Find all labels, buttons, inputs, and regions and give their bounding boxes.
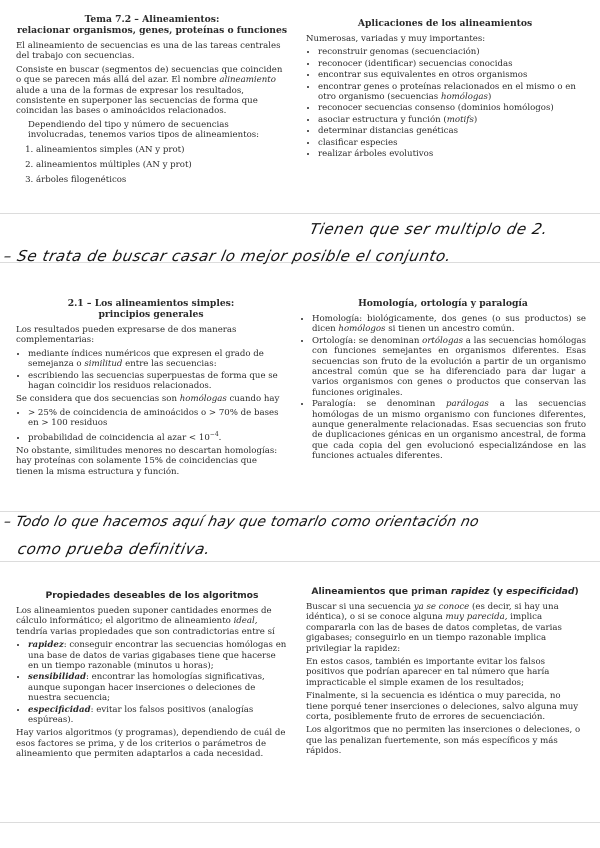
title-line-1: 2.1 – Los alineamientos simples: bbox=[67, 298, 235, 309]
paragraph: Dependiendo del tipo y número de secuencias involucradas, tenemos varios tipos de alineamientos: bbox=[28, 119, 260, 141]
paragraph: Hay varios algoritmos (y programas), dependiendo de cuál de esos factores se prima, y de los criterios o parámetros de alineamiento que permiten adaptarlos a cada necesidad. bbox=[16, 728, 286, 760]
slide-propiedades bbox=[16, 590, 288, 763]
page-rule bbox=[0, 511, 600, 512]
slide-homologia bbox=[300, 298, 586, 465]
result-forms-list bbox=[16, 349, 286, 392]
slide-title: Alineamientos que priman rapidez (y especificidad) bbox=[311, 586, 579, 597]
list-item: • asociar estructura y función (motifs) bbox=[318, 115, 584, 125]
paragraph: Los resultados pueden expresarse de dos maneras complementarias: bbox=[16, 325, 237, 346]
paragraph: No obstante, similitudes menores no descartan homologías: hay proteínas con solamente 15% de coincidencias que tienen la misma estructura y función. bbox=[16, 445, 278, 477]
paragraph: En estos casos, también es importante evitar los falsos positivos que podrían aparecer en tal número que haría impracticable el simple examen de los resultados; bbox=[306, 657, 550, 688]
slide-tema-7-2 bbox=[16, 14, 288, 191]
list-item: • mediante índices numéricos que expresen el grado de semejanza o similitud entre las secuencias: bbox=[28, 349, 286, 370]
paragraph: Finalmente, si la secuencia es idéntica o muy parecida, no tiene porqué tener inserciones o deleciones, salvo alguna muy corta, posiblemente fruto de errores de secuenciación. bbox=[306, 691, 579, 723]
paragraph: Los algoritmos que no permiten las inserciones o deleciones, o que las penalizan fuertemente, son más específicos y más rápidos. bbox=[306, 725, 581, 757]
list-item: 3. árboles filogenéticos bbox=[36, 175, 288, 185]
list-item: • realizar árboles evolutivos bbox=[318, 149, 584, 159]
list-item: • Paralogía: se denominan parálogas a las secuencias homólogas de un mismo organismo con funciones diferentes, aunque generalmente relacionadas. Esas secuencias son fruto de duplicaciones génicas en un organismo ancestral, de forma que cada copia del gen evolucionó especializándose en las funciones actuales diferentes. bbox=[312, 399, 586, 461]
paragraph: Se considera que dos secuencias son homólogas cuando hay bbox=[16, 394, 280, 405]
page-rule bbox=[0, 822, 600, 823]
list-item: • Homología: biológicamente, dos genes (o sus productos) se dicen homólogos si tienen un ancestro común. bbox=[312, 314, 586, 335]
title-line-2: relacionar organismos, genes, proteínas o funciones bbox=[16, 25, 287, 36]
list-item: • determinar distancias genéticas bbox=[318, 126, 584, 136]
slide-alineamientos-simples bbox=[16, 298, 286, 480]
list-item: • encontrar sus equivalentes en otros organismos bbox=[318, 70, 584, 80]
homology-criteria-list bbox=[16, 408, 286, 443]
handwritten-note: como prueba definitiva. bbox=[16, 540, 213, 558]
list-item: • probabilidad de coincidencia al azar < $10^{-4}$. bbox=[28, 430, 286, 443]
list-item: • > 25% de coincidencia de aminoácidos o > 70% de bases en > 100 residuos bbox=[28, 408, 286, 429]
title-line-1: Tema 7.2 – Alineamientos: bbox=[84, 14, 220, 25]
slide-title: Propiedades deseables de los algoritmos bbox=[45, 590, 259, 601]
list-item: 1. alineamientos simples (AN y prot) bbox=[36, 145, 288, 155]
list-item: • reconstruir genomas (secuenciación) bbox=[318, 47, 584, 57]
list-item: • clasificar especies bbox=[318, 138, 584, 148]
list-item: • sensibilidad: encontrar las homologías significativas, aunque supongan hacer inserciones o deleciones de nuestra secuencia; bbox=[28, 672, 288, 703]
title-line-2: principios generales bbox=[98, 309, 204, 320]
list-item: • reconocer (identificar) secuencias conocidas bbox=[318, 59, 584, 69]
page-rule bbox=[0, 213, 600, 214]
list-item: • rapidez: conseguir encontrar las secuencias homólogas en una base de datos de varias gigabases tiene que hacerse en un tiempo razonable (minutos u horas); bbox=[28, 640, 288, 671]
list-item: • reconocer secuencias consenso (dominios homólogos) bbox=[318, 103, 584, 113]
definitions-list bbox=[300, 314, 586, 462]
handwritten-note: – Se trata de buscar casar lo mejor posible el conjunto. bbox=[2, 247, 454, 265]
slide-title: Homología, ortología y paralogía bbox=[358, 298, 528, 309]
paragraph: Numerosas, variadas y muy importantes: bbox=[306, 34, 486, 44]
slide-title bbox=[16, 14, 288, 36]
properties-list bbox=[16, 640, 288, 725]
applications-list bbox=[306, 47, 584, 159]
paragraph: Los alineamientos pueden suponer cantidades enormes de cálculo informático; el algoritmo de alineamiento ideal, tendría varias propiedades que son contradictorias entre sí bbox=[16, 606, 275, 637]
list-item: 2. alineamientos múltiples (AN y prot) bbox=[36, 160, 288, 170]
page-rule bbox=[0, 561, 600, 562]
slide-title bbox=[16, 298, 286, 320]
list-item: • especificidad: evitar los falsos positivos (analogías espúreas). bbox=[28, 705, 288, 726]
slide-aplicaciones bbox=[306, 18, 584, 162]
slide-title: Aplicaciones de los alineamientos bbox=[357, 18, 533, 29]
handwritten-note: Tienen que ser multiplo de 2. bbox=[308, 220, 550, 238]
list-item: • encontrar genes o proteínas relacionados en el mismo o en otro organismo (secuencias homólogas) bbox=[318, 82, 584, 103]
list-item: • escribiendo las secuencias superpuestas de forma que se hagan coincidir los residuos relacionados. bbox=[28, 371, 286, 392]
alignment-types-list bbox=[16, 145, 288, 186]
handwritten-note: – Todo lo que hacemos aquí hay que tomarlo como orientación no bbox=[2, 514, 481, 530]
paragraph: El alineamiento de secuencias es una de las tareas centrales del trabajo con secuencias. bbox=[16, 41, 281, 62]
slide-rapidez bbox=[306, 586, 584, 760]
list-item: • Ortología: se denominan ortólogas a las secuencias homólogas con funciones semejantes en organismos diferentes. Esas secuencias son fruto de la evolución a partir de un organismo ancestral común que se ha diferenciado para dar lugar a varios organismos con genes o productos que conservan las funciones originales. bbox=[312, 336, 586, 398]
paragraph: Buscar si una secuencia ya se conoce (es decir, si hay una idéntica), o si se conoce alguna muy parecida, implica compararla con las de bases de datos completas, de varias gigabases; conseguirlo en un tiempo razonable implica privilegiar la rapidez: bbox=[306, 602, 562, 654]
paragraph: Consiste en buscar (segmentos de) secuencias que coinciden o que se parecen más allá del azar. El nombre alineamiento alude a una de la formas de expresar los resultados, consistente en superponer las secuencias de forma que coincidan las bases o aminoácidos relacionados. bbox=[16, 64, 283, 117]
